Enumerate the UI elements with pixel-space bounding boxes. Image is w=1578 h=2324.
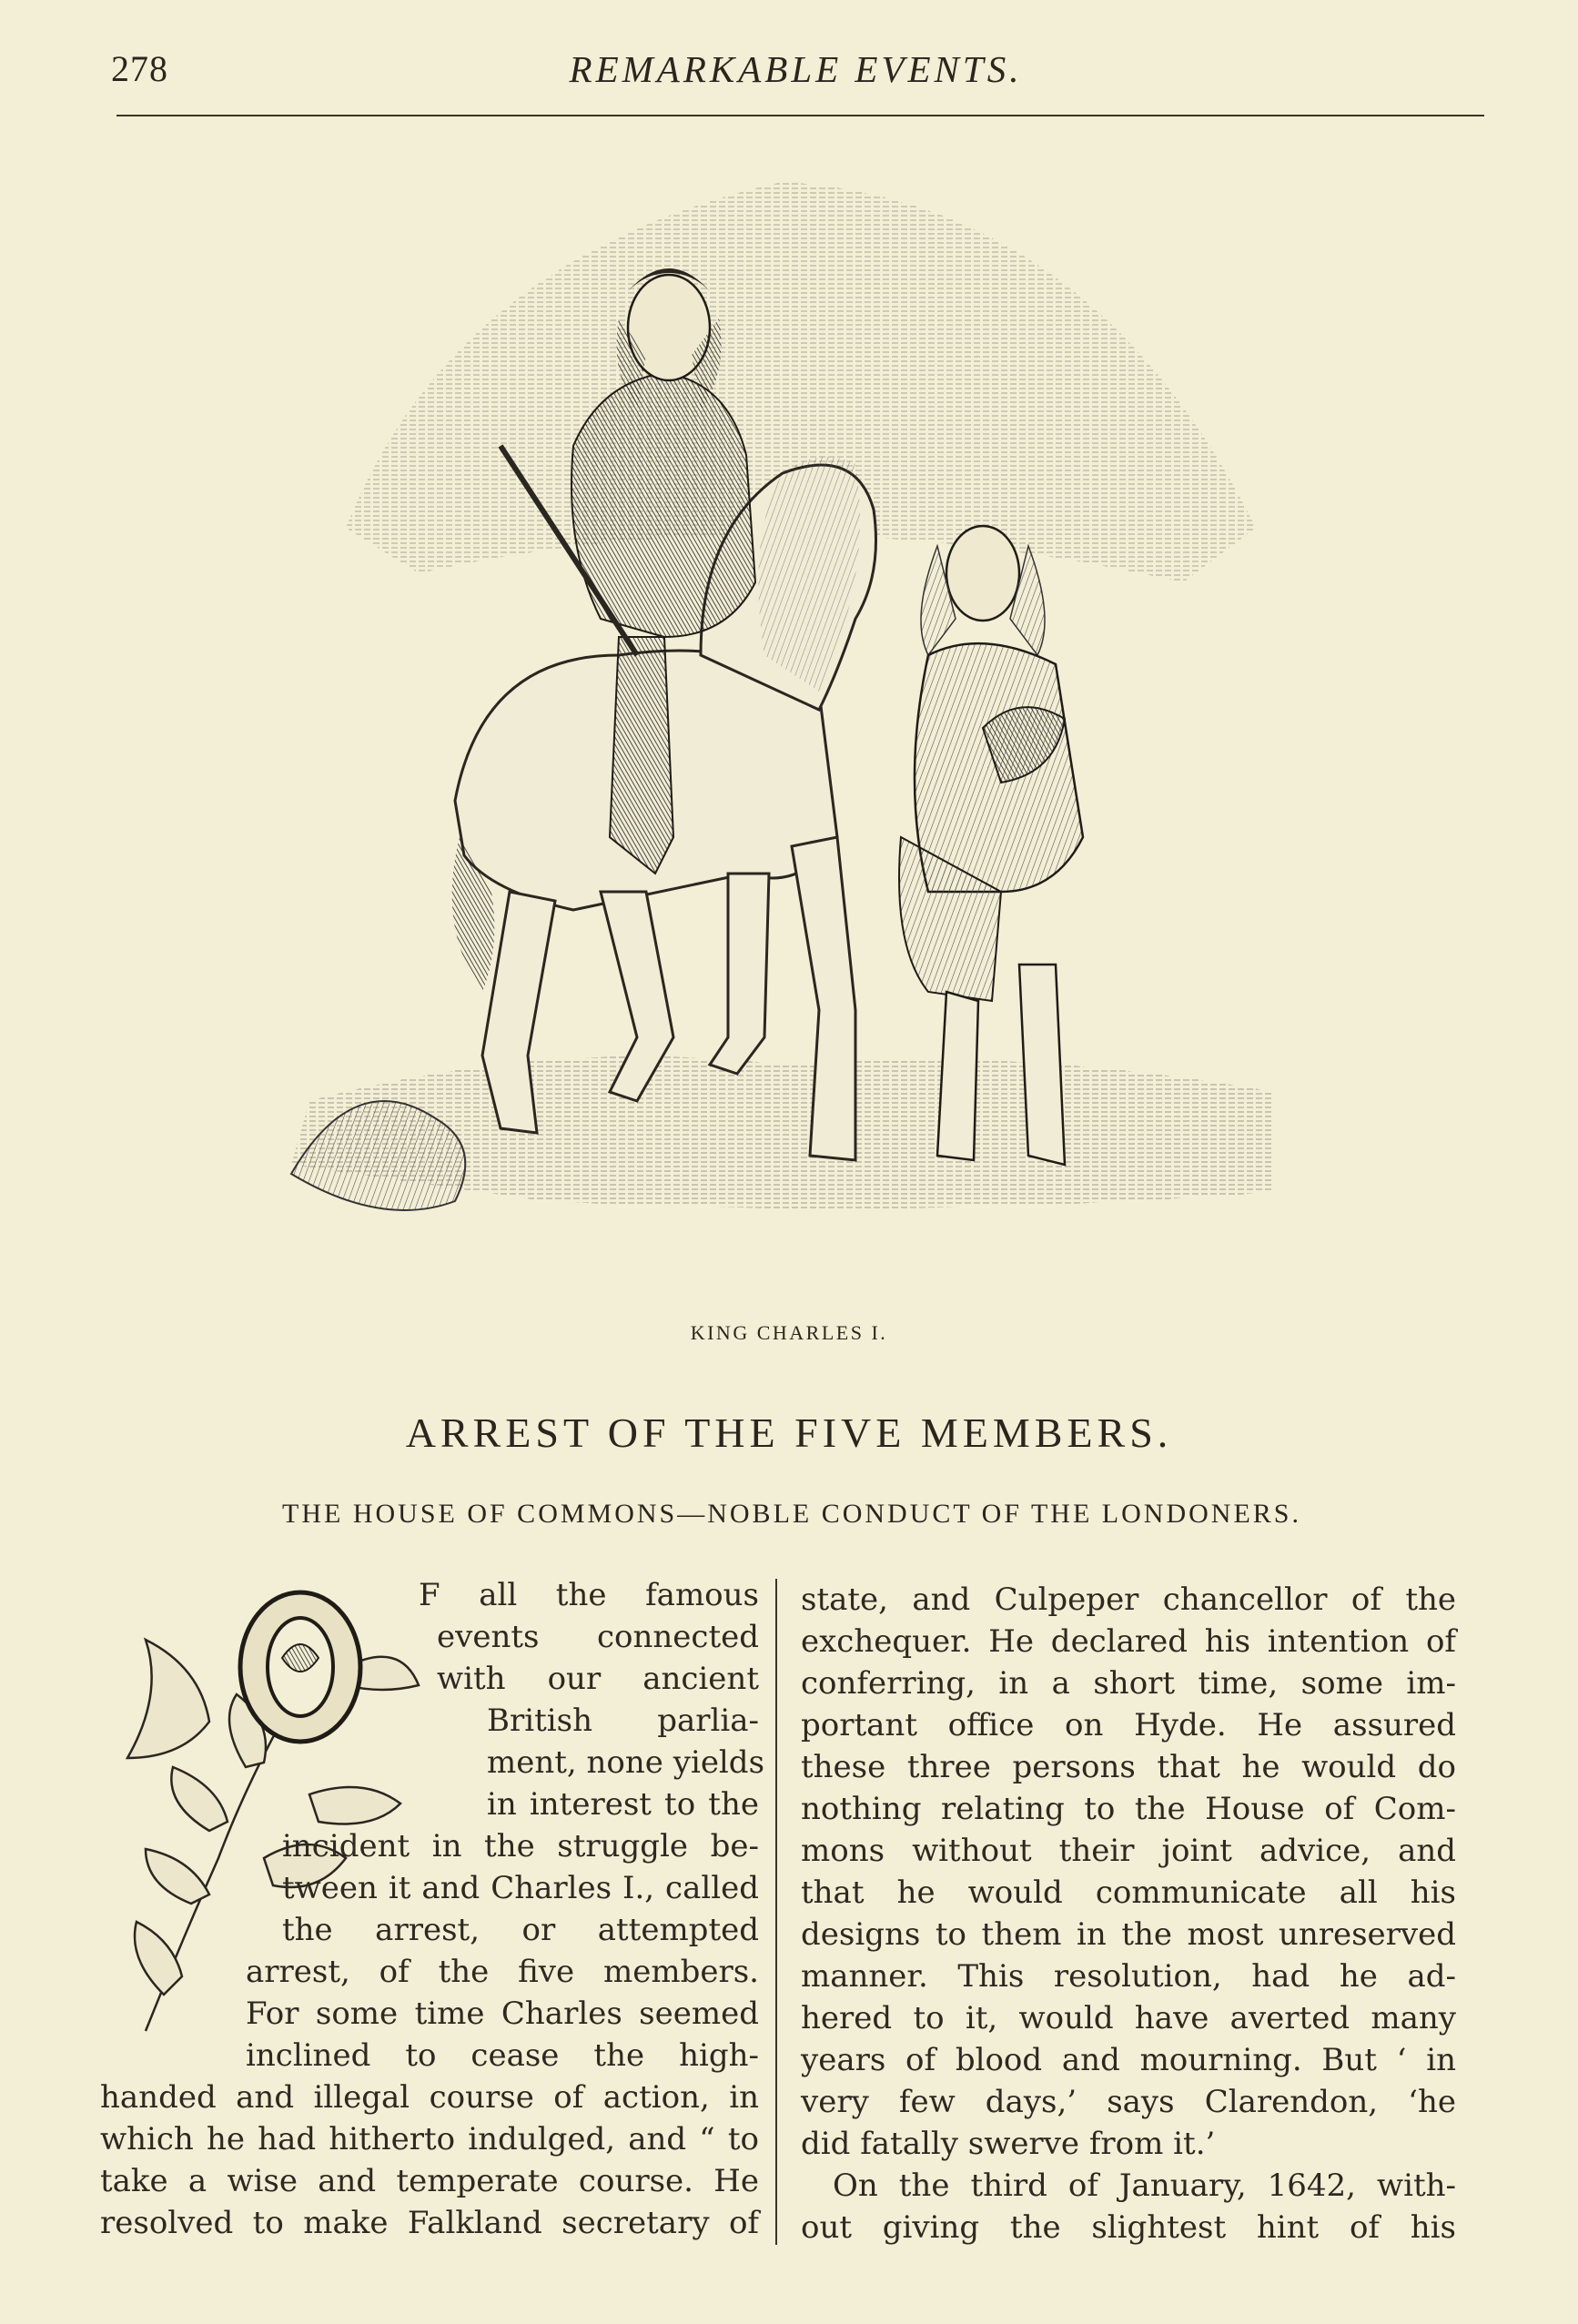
header-rule: [116, 115, 1484, 116]
text-line: mons without their joint advice, and: [801, 1833, 1456, 1869]
text-line: On the third of January, 1642, with-: [833, 2167, 1456, 2204]
text-line: did fatally swerve from it.’: [801, 2126, 1216, 2162]
text-line: out giving the slightest hint of his: [801, 2209, 1456, 2246]
text-line: which he had hitherto indulged, and “ to: [100, 2121, 759, 2157]
text-line: years of blood and mourning. But ‘ in: [801, 2042, 1456, 2078]
text-line: state, and Culpeper chancellor of the: [801, 1581, 1456, 1618]
column-rule: [775, 1579, 777, 2245]
text-line: For some time Charles seemed: [246, 1996, 759, 2032]
text-line: hered to it, would have averted many: [801, 2000, 1456, 2036]
text-line: inclined to cease the high-: [246, 2037, 759, 2074]
text-line: tween it and Charles I., called: [282, 1870, 759, 1906]
text-line: that he would communicate all his: [801, 1874, 1456, 1911]
text-line: these three persons that he would do: [801, 1749, 1456, 1785]
text-line: events connected: [437, 1619, 759, 1655]
text-line: incident in the struggle be-: [282, 1828, 759, 1864]
running-head: [111, 47, 1481, 102]
text-line: handed and illegal course of action, in: [100, 2079, 759, 2116]
text-line: take a wise and temperate course. He: [100, 2163, 759, 2199]
chapter-subtitle: THE HOUSE OF COMMONS—NOBLE CONDUCT OF THE LONDONERS.: [282, 1499, 1301, 1529]
text-line: the arrest, or attempted: [282, 1912, 759, 1948]
text-line: F all the famous: [419, 1577, 759, 1613]
text-line: with our ancient: [437, 1661, 759, 1697]
text-line: ment, none yields: [487, 1744, 765, 1781]
text-line: British parlia-: [487, 1703, 759, 1739]
text-line: manner. This resolution, had he ad-: [801, 1958, 1456, 1995]
text-line: arrest, of the five members.: [246, 1954, 759, 1990]
text-line: conferring, in a short time, some im-: [801, 1665, 1456, 1702]
text-line: in interest to the: [487, 1786, 759, 1823]
illustration-caption: KING CHARLES I.: [690, 1321, 888, 1344]
running-title: REMARKABLE EVENTS.: [569, 48, 1023, 90]
engraving-king-charles-on-horseback: [273, 146, 1292, 1301]
chapter-title: ARREST OF THE FIVE MEMBERS.: [405, 1410, 1173, 1456]
text-line: exchequer. He declared his intention of: [801, 1623, 1456, 1660]
text-line: very few days,’ says Clarendon, ‘he: [801, 2084, 1456, 2120]
page-number: 278: [111, 48, 168, 89]
text-line: resolved to make Falkland secretary of: [100, 2205, 759, 2241]
text-line: portant office on Hyde. He assured: [801, 1707, 1456, 1743]
text-line: nothing relating to the House of Com-: [801, 1791, 1456, 1827]
text-line: designs to them in the most unreserved: [801, 1916, 1456, 1953]
